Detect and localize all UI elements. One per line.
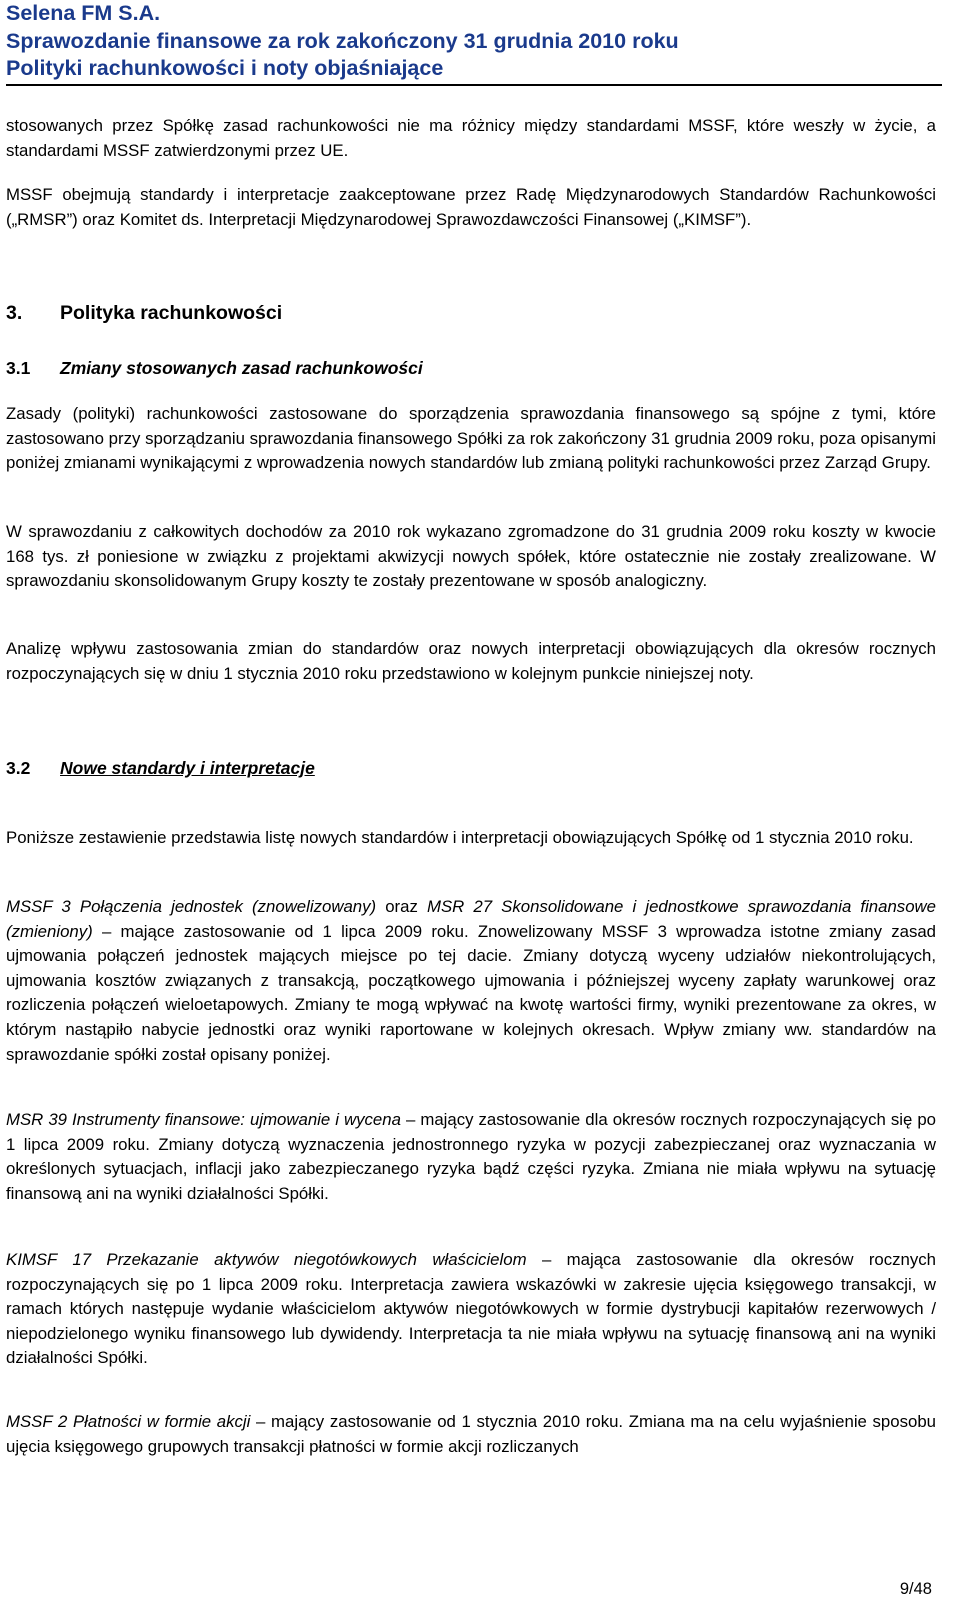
header-section-title: Polityki rachunkowości i noty objaśniające	[6, 56, 444, 80]
standard-item-kimsf17	[6, 1248, 936, 1371]
subsection-3-2-number: 3.2	[6, 758, 31, 778]
report-title: Sprawozdanie finansowe za rok zakończony 31 grudnia 2010 roku	[6, 28, 679, 53]
subsection-3-1-heading	[6, 358, 423, 379]
standard-body: – mający zastosowanie dla okresów rocznych rozpoczynających się po 1 lipca 2009 roku. Zmiany dotyczą wyznaczenia jednostronnego ryzyka w pozycji zabezpieczanej oraz wyznaczania w określonych sytuacjach, inflacji jako zabezpieczanego ryzyka bądź części ryzyka. Zmiana nie miała wpływu na sytuację finansową ani na wyniki działalności Spółki.	[6, 1110, 936, 1203]
standard-body: – mający zastosowanie od 1 stycznia 2010 roku. Zmiana ma na celu wyjaśnienie sposobu ujęcia księgowego grupowych transakcji płatności w formie akcji rozliczanych	[6, 1412, 936, 1456]
standard-title-2: MSR 27 Skonsolidowane i jednostkowe sprawozdania finansowe (zmieniony)	[6, 897, 936, 941]
standard-item-mssf3	[6, 895, 936, 1067]
section-3-number: 3.	[6, 302, 23, 324]
intro-paragraph-1: stosowanych przez Spółkę zasad rachunkowości nie ma różnicy między standardami MSSF, które weszły w życie, a standardami MSSF zatwierdzonymi przez UE.	[6, 116, 936, 160]
page-number: 9/48	[899, 1580, 932, 1598]
section-3-title: Polityka rachunkowości	[60, 302, 283, 324]
standard-body: – mające zastosowanie od 1 lipca 2009 roku. Znowelizowany MSSF 3 wprowadza istotne zmiany zasad ujmowania połączeń jednostek mających miejsce po tej dacie. Zmiany dotyczą wyceny udziałów niekontrolujących, ujmowania kosztów związanych z transakcją, początkowego ujmowania i późniejszej wyceny zapłaty warunkowej oraz rozliczenia połączeń wieloetapowych. Zmiany te mogą wpływać na kwotę wartości firmy, wyniki prezentowane za okres, w którym nastąpiło nabycie jednostki oraz wyniki raportowane w kolejnych okresach. Wpływ zmiany ww. standardów na sprawozdanie spółki został opisany poniżej.	[6, 921, 936, 1064]
subsection-3-2-title: Nowe standardy i interpretacje	[60, 758, 315, 778]
standard-title: KIMSF 17 Przekazanie aktywów niegotówkowych właścicielom	[6, 1250, 527, 1269]
page-header	[6, 0, 679, 83]
subsection-3-1-title: Zmiany stosowanych zasad rachunkowości	[60, 358, 423, 378]
sub32-paragraph-1: Poniższe zestawienie przedstawia listę nowych standardów i interpretacji obowiązujących Spółkę od 1 stycznia 2010 roku.	[6, 828, 914, 847]
sub31-paragraph-1: Zasady (polityki) rachunkowości zastosowane do sporządzenia sprawozdania finansowego są spójne z tymi, które zastosowano przy sporządzaniu sprawozdania finansowego Spółki za rok zakończony 31 grudnia 2009 roku, poza opisanymi poniżej zmianami wynikającymi z wprowadzenia nowych standardów lub zmianą polityki rachunkowości przez Zarząd Grupy.	[6, 404, 936, 473]
standard-title: MSR 39 Instrumenty finansowe: ujmowanie i wycena	[6, 1110, 401, 1129]
company-name: Selena FM S.A.	[6, 1, 161, 25]
sub31-paragraph-2: W sprawozdaniu z całkowitych dochodów za 2010 rok wykazano zgromadzone do 31 grudnia 2009 roku koszty w kwocie 168 tys. zł poniesione w związku z projektami akwizycji nowych spółek, które ostatecznie nie zostały zrealizowane. W sprawozdaniu skonsolidowanym Grupy koszty te zostały prezentowane w sposób analogiczny.	[6, 522, 936, 591]
standard-joiner: oraz	[376, 897, 427, 916]
standard-body: – mająca zastosowanie dla okresów rocznych rozpoczynających się po 1 lipca 2009 roku. Interpretacja zawiera wskazówki w zakresie ujęcia księgowego transakcji, w ramach których następuje wydanie właścicielom aktywów niegotówkowych w formie dystrybucji kapitałów rezerwowych / niepodzielonego wyniku finansowego lub dywidendy. Interpretacja ta nie miała wpływu na sytuację finansową ani na wyniki działalności Spółki.	[6, 1250, 936, 1368]
standard-item-msr39	[6, 1108, 936, 1206]
standard-title: MSSF 2 Płatności w formie akcji	[6, 1412, 251, 1431]
subsection-3-1-number: 3.1	[6, 358, 31, 378]
section-3-heading	[6, 302, 282, 325]
intro-paragraph-2: MSSF obejmują standardy i interpretacje zaakceptowane przez Radę Międzynarodowych Standardów Rachunkowości („RMSR”) oraz Komitet ds. Interpretacji Międzynarodowej Sprawozdawczości Finansowej („KIMSF”).	[6, 185, 936, 229]
standard-title: MSSF 3 Połączenia jednostek (znowelizowany)	[6, 897, 377, 916]
standard-item-mssf2	[6, 1410, 936, 1459]
sub31-paragraph-3: Analizę wpływu zastosowania zmian do standardów oraz nowych interpretacji obowiązujących dla okresów rocznych rozpoczynających się w dniu 1 stycznia 2010 roku przedstawiono w kolejnym punkcie niniejszej noty.	[6, 639, 936, 683]
header-divider	[6, 84, 942, 86]
subsection-3-2-heading	[6, 758, 315, 779]
